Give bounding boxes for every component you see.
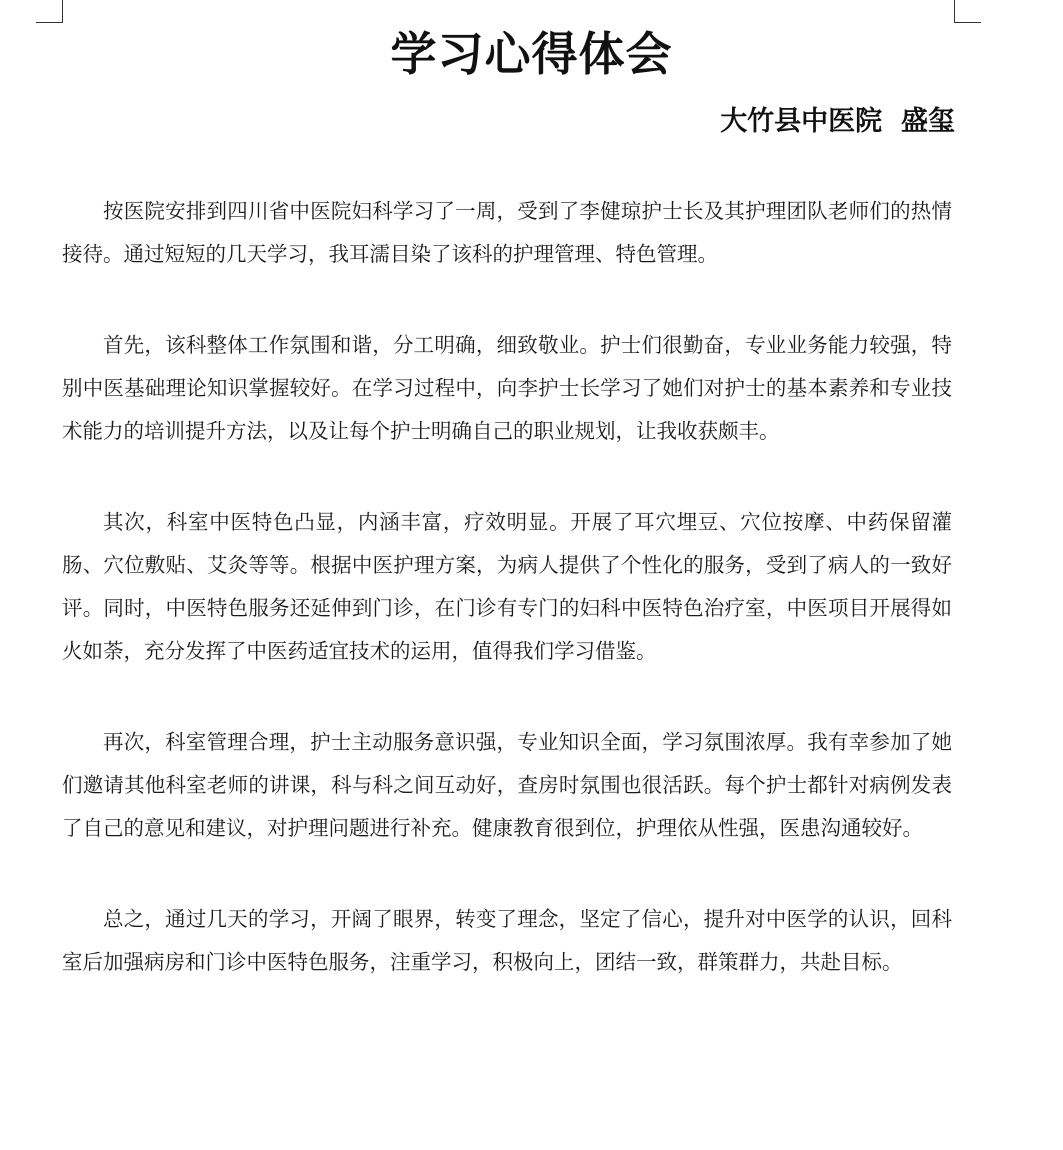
paragraph-conclusion: 总之，通过几天的学习，开阔了眼界，转变了理念，坚定了信心，提升对中医学的认识，回科室后加强病房和门诊中医特色服务，注重学习，积极向上，团结一致，群策群力，共赴目标。 (62, 907, 952, 974)
crop-mark-top-left (36, 0, 63, 23)
paragraph-second: 其次，科室中医特色凸显，内涵丰富，疗效明显。开展了耳穴埋豆、穴位按摩、中药保留灌肠、穴位敷贴、艾灸等等。根据中医护理方案，为病人提供了个性化的服务，受到了病人的一致好评。同时，中医特色服务还延伸到门诊，在门诊有专门的妇科中医特色治疗室，中医项目开展得如火如荼，充分发挥了中医药适宜技术的运用，值得我们学习借鉴。 (62, 510, 952, 663)
crop-mark-top-right (954, 0, 981, 23)
paragraph-third: 再次，科室管理合理，护士主动服务意识强，专业知识全面，学习氛围浓厚。我有幸参加了她们邀请其他科室老师的讲课，科与科之间互动好，查房时氛围也很活跃。每个护士都针对病例发表了自己的意见和建议，对护理问题进行补充。健康教育很到位，护理依从性强，医患沟通较好。 (62, 730, 952, 840)
paragraph-intro: 按医院安排到四川省中医院妇科学习了一周，受到了李健琼护士长及其护理团队老师们的热情接待。通过短短的几天学习，我耳濡目染了该科的护理管理、特色管理。 (62, 199, 952, 266)
document-author: 大竹县中医院 盛玺 (720, 106, 955, 137)
document-body (62, 190, 952, 984)
paragraph-first: 首先，该科整体工作氛围和谐，分工明确，细致敬业。护士们很勤奋，专业业务能力较强，特别中医基础理论知识掌握较好。在学习过程中，向李护士长学习了她们对护士的基本素养和专业技术能力的培训提升方法，以及让每个护士明确自己的职业规划，让我收获颇丰。 (62, 333, 952, 443)
document-title: 学习心得体会 (390, 27, 673, 81)
